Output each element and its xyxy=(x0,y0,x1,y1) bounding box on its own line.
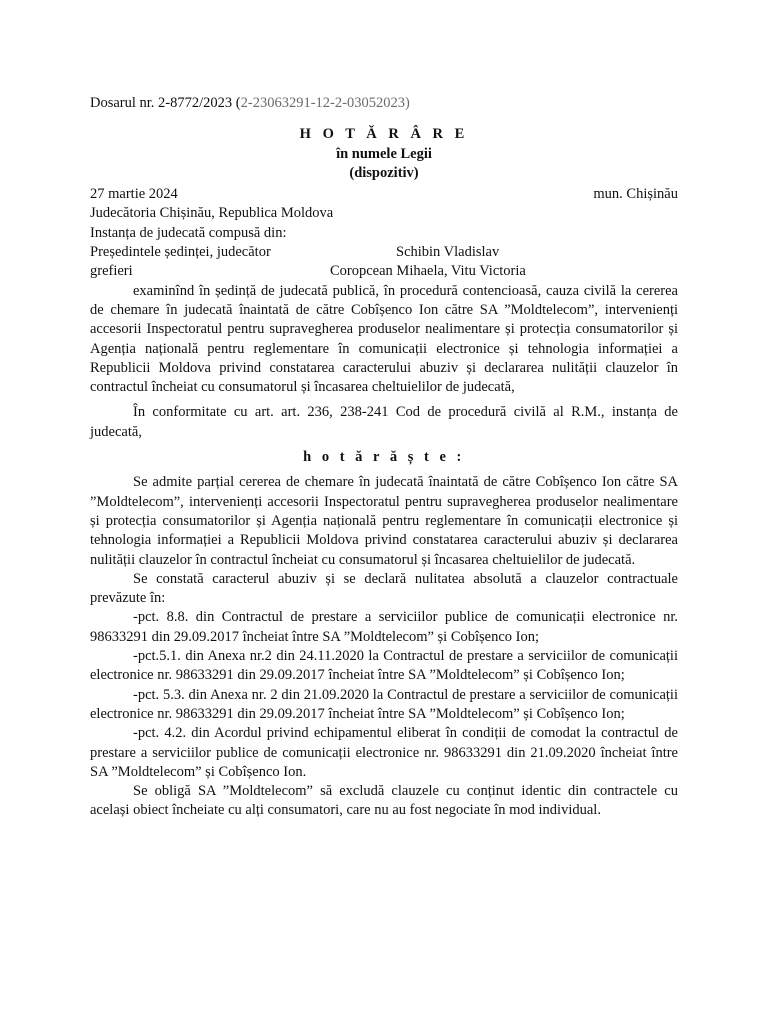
court-composition: Instanța de judecată compusă din: xyxy=(90,224,287,241)
clerks-names: Coropcean Mihaela, Vitu Victoria xyxy=(330,263,526,280)
document-subtitle: în numele Legii xyxy=(336,145,432,162)
obligation-paragraph: Se obligă SA ”Moldtelecom” să excludă clauzele cu conținut identic din contractele cu același obiect încheiate cu alți consumatori, care nu au fost negociate în mod individual. xyxy=(90,783,678,819)
court-name: Judecătoria Chișinău, Republica Moldova xyxy=(90,205,334,222)
date-place-row xyxy=(90,185,678,204)
president-label: Președintele ședinței, judecător xyxy=(90,244,271,261)
admit-paragraph: Se admite parțial cererea de chemare în judecată înaintată de către Cobîșenco Ion către SA ”Moldtelecom”, intervenienți accesorii Inspectoratul pentru supravegherea produselor nealimentare și protecția consumatorilor și Agenția națională pentru reglementare în comunicații electronice și tehnologia informației a Republicii Moldova privind constatarea caracterului abuziv și declararea nulității clauzelor în contractul încheiat cu consumatorul și încasarea cheltuielilor de judecată. xyxy=(90,474,678,568)
case-number: Dosarul nr. 2-8772/2023 (2-23063291-12-2-03052023) xyxy=(90,95,410,111)
clause-item: -pct. 4.2. din Acordul privind echipamentul eliberat în condiții de comodat la contractul de prestare a serviciilor publice de comunicații electronice nr. 98633291 din 21.09.2020 încheiat între SA ”Moldtelecom” și Cobîșenco Ion. xyxy=(90,725,678,780)
document-page xyxy=(90,94,678,821)
decides-heading: h o t ă r ă ș t e : xyxy=(303,449,465,466)
finding-paragraph: Se constată caracterul abuziv și se declară nulitatea absolută a clauzelor contractuale prevăzute în: xyxy=(90,570,678,607)
clerks-row xyxy=(90,262,678,281)
clause-item: -pct.5.1. din Anexa nr.2 din 24.11.2020 la Contractul de prestare a serviciilor de comunicații electronice nr. 98633291 din 29.09.2017 încheiat între SA ”Moldtelecom” și Cobîșenco Ion; xyxy=(90,648,678,684)
case-code: 2-23063291-12-2-03052023 xyxy=(240,95,405,111)
president-row xyxy=(90,243,678,262)
examining-paragraph: examinînd în ședință de judecată publică, în procedură contencioasă, cauza civilă la cererea de chemare în judecată înaintată de către Cobîșenco Ion către SA ”Moldtelecom”, intervenienți accesorii Inspectoratul pentru supravegherea produselor nealimentare și protecția consumatorilor și Agenția națională pentru reglementare în comunicații electronice și tehnologia informației a Republicii Moldova privind constatarea caracterului abuziv și declararea nulității clauzelor în contractul încheiat cu consumatorul și încasarea cheltuielilor de judecată, xyxy=(90,282,678,396)
document-type: (dispozitiv) xyxy=(349,164,419,181)
clause-item: -pct. 8.8. din Contractul de prestare a serviciilor publice de comunicații electronice nr. 98633291 din 29.09.2017 încheiat între SA ”Moldtelecom” și Cobîșenco Ion; xyxy=(90,609,678,645)
clause-item: -pct. 5.3. din Anexa nr. 2 din 21.09.2020 la Contractul de prestare a serviciilor de comunicații electronice nr. 98633291 din 29.09.2017 încheiat între SA ”Moldtelecom” și Cobîșenco Ion; xyxy=(90,686,678,722)
president-name: Schibin Vladislav xyxy=(396,244,500,261)
decision-date: 27 martie 2024 xyxy=(90,186,178,203)
document-title: H O T Ă R Â R E xyxy=(299,126,469,143)
clerks-label: grefieri xyxy=(90,263,133,280)
decision-place: mun. Chișinău xyxy=(593,186,678,203)
conformity-paragraph: În conformitate cu art. art. 236, 238-241 Cod de procedură civilă al R.M., instanța de judecată, xyxy=(90,404,678,440)
